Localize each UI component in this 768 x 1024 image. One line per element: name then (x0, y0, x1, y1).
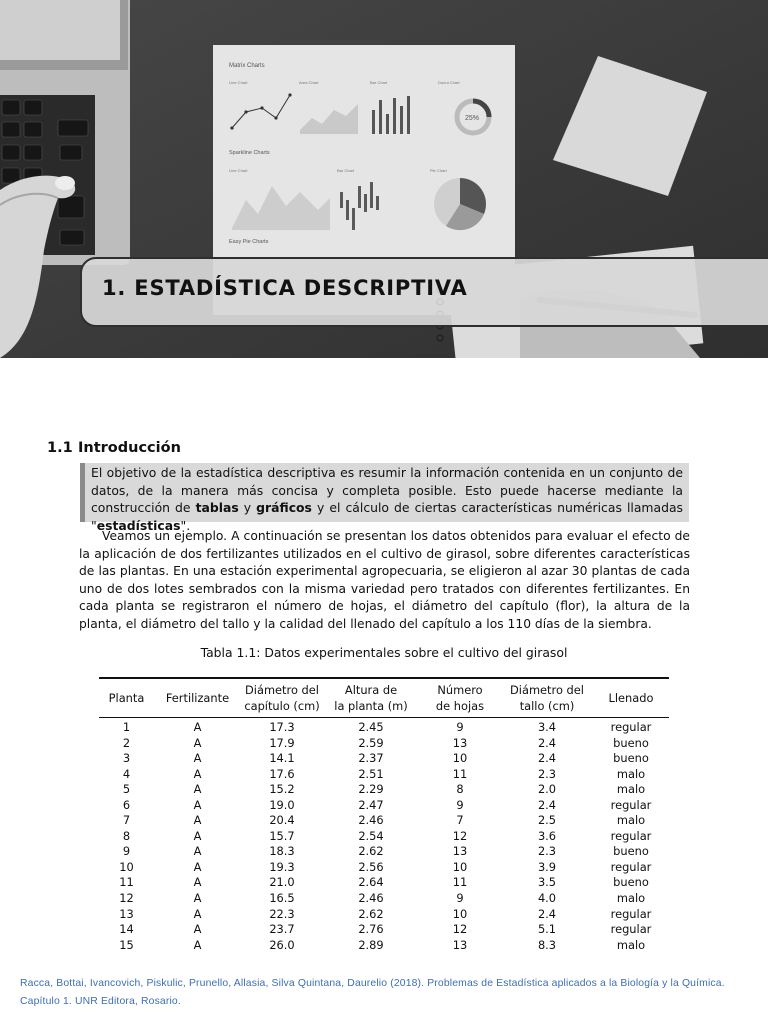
table-cell: 10 (452, 751, 468, 766)
table-cell: 11 (452, 766, 468, 781)
definition-text: ". (180, 517, 191, 533)
column-header-line: Número (437, 683, 483, 697)
table-cell: 2.37 (358, 751, 384, 766)
table-cell: 2.4 (537, 735, 557, 750)
table-row (99, 922, 669, 938)
table-row (99, 829, 669, 845)
table-cell: 17.3 (269, 720, 295, 734)
table-cell: A (193, 751, 202, 766)
table-cell: 2.76 (358, 922, 384, 937)
table-cell: malo (616, 891, 646, 906)
table-cell: malo (616, 937, 646, 952)
definition-bold-term: gráficos (256, 500, 312, 516)
table-cell: 15 (119, 937, 134, 952)
table-cell: A (193, 875, 202, 890)
table-cell: 14 (119, 922, 134, 937)
table-cell: malo (616, 813, 646, 828)
column-header (99, 678, 154, 718)
table-cell: A (193, 906, 202, 921)
column-header-line: tallo (cm) (519, 699, 575, 713)
table-cell: 11 (119, 875, 134, 890)
table-cell: regular (610, 720, 652, 734)
table-cell: A (193, 844, 202, 859)
table-row (99, 907, 669, 923)
table-cell: regular (610, 797, 652, 812)
table-cell: 2.5 (537, 813, 557, 828)
table-cell: 19.0 (269, 797, 295, 812)
table-cell: 2.47 (358, 797, 384, 812)
column-header-line: Diámetro del (245, 683, 319, 697)
definition-text: El objetivo de la estadística descriptiva es resumir la información contenida en un conjunto de datos, de la manera más concisa y completa posible. Esto puede hacerse mediante la construcción de (91, 465, 683, 516)
table-cell: 2.29 (358, 782, 384, 797)
table-cell: A (193, 735, 202, 750)
table-cell: 14.1 (269, 751, 295, 766)
table-cell: A (193, 720, 202, 734)
table-cell: 21.0 (269, 875, 295, 890)
mini-label: Area Chart (299, 80, 319, 85)
table-header-row (99, 678, 669, 718)
table-cell: A (193, 828, 202, 843)
table-cell: bueno (613, 875, 649, 890)
table-cell: 9 (456, 720, 464, 734)
table-cell: bueno (613, 751, 649, 766)
mini-label: Line Chart (229, 168, 248, 173)
table-cell: 2.0 (537, 782, 557, 797)
table-cell: 3.6 (537, 828, 557, 843)
table-cell: regular (610, 922, 652, 937)
header-photo (0, 0, 768, 358)
table-row (99, 938, 669, 954)
mini-label: Bar Chart (337, 168, 355, 173)
table-cell: 2.4 (537, 906, 557, 921)
mini-label: Line Chart (229, 80, 248, 85)
sheet-section: Sparkline Charts (229, 150, 270, 156)
table-cell: 2.64 (358, 875, 384, 890)
table-cell: 17.6 (269, 766, 295, 781)
table-cell: A (193, 766, 202, 781)
column-header-line: Llenado (608, 691, 654, 705)
citation-footer: Racca, Bottai, Ivancovich, Piskulic, Prunello, Allasia, Silva Quintana, Daurelio (2018). Problemas de Estadística aplicados a la Biología y la Química. Capítulo 1. UNR Editora, Rosario. (20, 978, 725, 1007)
table-cell: 2.59 (358, 735, 384, 750)
table-cell: 12 (452, 828, 468, 843)
table-body (99, 718, 669, 954)
mini-label: Bar Chart (370, 80, 388, 85)
column-header (154, 678, 241, 718)
column-header (419, 678, 501, 718)
table-cell: 3.5 (537, 875, 557, 890)
table-cell: 2 (122, 735, 131, 750)
body-paragraph: Veamos un ejemplo. A continuación se presentan los datos obtenidos para evaluar el efecto de la aplicación de dos fertilizantes utilizados en el cultivo de girasol, sobre diferentes características de las plantas. En una estación experimental agropecuaria, se eligieron al azar 30 plantas de cada uno de dos lotes sembrados con la misma variedad pero tratados con diferentes fertilizantes. En cada planta se registraron el número de hojas, el diámetro del capítulo (flor), la altura de la planta, el diámetro del tallo y la calidad del llenado del capítulo a los 110 días de la siembra. (79, 529, 690, 631)
table-cell: 9 (122, 844, 131, 859)
column-header-line: Fertilizante (165, 691, 230, 705)
table-cell: 26.0 (269, 937, 295, 952)
definition-bold-term: tablas (195, 500, 239, 516)
table-cell: A (193, 782, 202, 797)
table-cell: 2.4 (537, 797, 557, 812)
table-row (99, 718, 669, 736)
table-cell: 8 (122, 828, 131, 843)
table-cell: 3 (122, 751, 131, 766)
definition-text: y (238, 500, 257, 516)
table-cell: 2.51 (358, 766, 384, 781)
table-cell: 17.9 (269, 735, 295, 750)
table-cell: 12 (452, 922, 468, 937)
table-cell: 16.5 (269, 891, 295, 906)
table-cell: 11 (452, 875, 468, 890)
table-row (99, 782, 669, 798)
column-header (501, 678, 593, 718)
column-header-line: Altura de (344, 683, 398, 697)
table-row (99, 860, 669, 876)
column-header-line: Diámetro del (510, 683, 584, 697)
donut-value: 25% (465, 115, 480, 122)
column-header-line: capítulo (cm) (244, 699, 320, 713)
table-cell: 13 (452, 735, 468, 750)
table-row (99, 751, 669, 767)
section-number: 1.1 (47, 440, 73, 456)
table-cell: 4.0 (537, 891, 557, 906)
column-header-line: la planta (m) (334, 699, 408, 713)
column-header-line: de hojas (435, 699, 485, 713)
table-cell: 10 (452, 906, 468, 921)
table-caption: Tabla 1.1: Datos experimentales sobre el cultivo del girasol (200, 645, 568, 660)
table-row (99, 875, 669, 891)
table-cell: 13 (452, 844, 468, 859)
table-cell: A (193, 813, 202, 828)
table-cell: 20.4 (269, 813, 295, 828)
table-cell: 10 (119, 859, 134, 874)
table-cell: 2.46 (358, 813, 384, 828)
definition-box (80, 463, 689, 533)
table-cell: 15.2 (269, 782, 295, 797)
table-cell: 2.45 (358, 720, 384, 734)
table-cell: 10 (452, 859, 468, 874)
table-row (99, 891, 669, 907)
table-cell: bueno (613, 735, 649, 750)
table-cell: 22.3 (269, 906, 295, 921)
column-header (323, 678, 419, 718)
definition-bold-term: estadísticas (96, 517, 181, 533)
table-cell: 4 (122, 766, 131, 781)
data-table (99, 677, 669, 953)
table-cell: 18.3 (269, 844, 295, 859)
table-cell: 3.9 (537, 859, 557, 874)
table-cell: 9 (456, 891, 464, 906)
table-row (99, 798, 669, 814)
table-cell: malo (616, 766, 646, 781)
table-cell: malo (616, 782, 646, 797)
table-cell: A (193, 891, 202, 906)
table-cell: regular (610, 859, 652, 874)
column-header (241, 678, 323, 718)
table-cell: 2.62 (358, 844, 384, 859)
table-cell: 15.7 (269, 828, 295, 843)
table-cell: regular (610, 828, 652, 843)
table-cell: 6 (122, 797, 131, 812)
table-cell: 2.3 (537, 844, 557, 859)
chapter-title-banner (80, 257, 768, 327)
column-header-line: Planta (108, 691, 145, 705)
table-row (99, 813, 669, 829)
definition-text: y el cálculo de ciertas características numéricas llamadas " (91, 500, 684, 533)
section-title: Introducción (78, 440, 181, 456)
table-cell: 19.3 (269, 859, 295, 874)
table-cell: 2.4 (537, 751, 557, 766)
table-cell: 5.1 (537, 922, 557, 937)
table-row (99, 736, 669, 752)
table-cell: A (193, 922, 202, 937)
table-row (99, 844, 669, 860)
sheet-section: Easy Pie Charts (229, 239, 269, 245)
table-cell: bueno (613, 844, 649, 859)
mini-label: Donut Chart (438, 80, 460, 85)
section-heading (47, 440, 181, 456)
column-header (593, 678, 669, 718)
table-cell: 13 (119, 906, 134, 921)
table-cell: 12 (119, 891, 134, 906)
table-header (99, 678, 669, 718)
sheet-heading: Matrix Charts (229, 63, 265, 69)
table-cell: regular (610, 906, 652, 921)
table-row (99, 767, 669, 783)
table-cell: 2.54 (358, 828, 384, 843)
table-cell: 1 (122, 720, 131, 734)
table-cell: A (193, 797, 202, 812)
table-cell: 3.4 (537, 720, 557, 734)
table-cell: 8.3 (537, 937, 557, 952)
table-cell: A (193, 859, 202, 874)
table-cell: 7 (122, 813, 131, 828)
mini-label: Pie Chart (430, 168, 447, 173)
table-cell: 2.3 (537, 766, 557, 781)
table-cell: A (193, 937, 202, 952)
table-cell: 2.56 (358, 859, 384, 874)
table-cell: 2.46 (358, 891, 384, 906)
table-cell: 13 (452, 937, 468, 952)
table-cell: 2.89 (358, 937, 384, 952)
table-cell: 7 (456, 813, 464, 828)
table-cell: 8 (456, 782, 464, 797)
table-cell: 9 (456, 797, 464, 812)
table-cell: 5 (122, 782, 131, 797)
table-cell: 2.62 (358, 906, 384, 921)
table-cell: 23.7 (269, 922, 295, 937)
chapter-title: 1. ESTADÍSTICA DESCRIPTIVA (102, 276, 468, 300)
